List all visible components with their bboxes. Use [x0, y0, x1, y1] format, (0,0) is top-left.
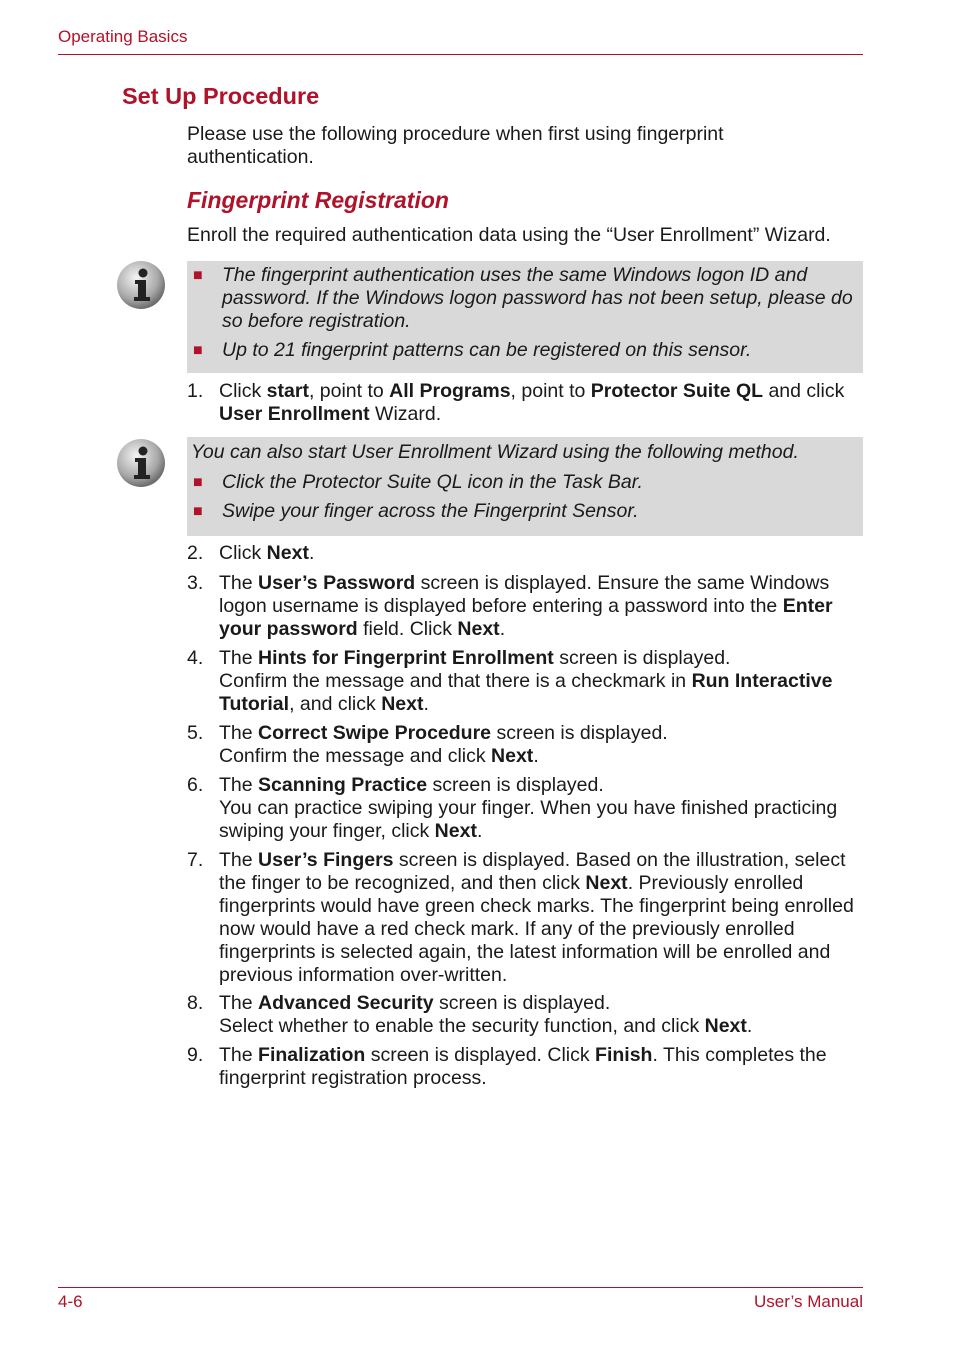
step-run: . This completes the fingerprint registration process.	[219, 1044, 827, 1089]
step-text	[219, 647, 865, 716]
step-run: You can practice swiping your finger. When you have finished practicing swiping your finger, click	[219, 797, 838, 842]
note-box-2: You can also start User Enrollment Wizard using the following method. ■ Click the Protector Suite QL icon in the Task Bar. ■ Swipe your finger across the Fingerprint Sensor.	[187, 437, 863, 536]
step-run: Click	[219, 380, 267, 402]
step-text	[219, 572, 865, 641]
footer-rule	[58, 1287, 863, 1288]
emphasis-text: Scanning Practice	[258, 774, 428, 796]
info-icon	[116, 438, 166, 488]
emphasis-text: User’s Password	[258, 572, 416, 594]
bullet-square-icon: ■	[193, 342, 203, 359]
emphasis-text: Finish	[595, 1044, 653, 1066]
emphasis-text: Next	[457, 618, 500, 640]
emphasis-text: start	[266, 380, 309, 402]
emphasis-text: Protector Suite QL	[590, 380, 764, 402]
step-run: , and click	[289, 693, 382, 715]
step-run: screen is displayed. Click	[365, 1044, 596, 1066]
step-run: , point to	[308, 380, 390, 402]
step-run: .	[423, 693, 429, 715]
page-number: 4-6	[58, 1292, 83, 1311]
step-text	[219, 774, 865, 843]
step-run: field. Click	[357, 618, 458, 640]
emphasis-text: User Enrollment	[219, 403, 370, 425]
step-run: screen is displayed. Ensure the same Windows logon username is displayed before entering a password into the	[219, 572, 830, 617]
step-run: .	[476, 820, 483, 842]
step-run: The	[219, 722, 259, 744]
emphasis-text: Correct Swipe Procedure	[258, 722, 492, 744]
step-run: and click	[763, 380, 845, 402]
step-run: screen is displayed. Based on the illustration, select the finger to be recognized, and then click	[219, 849, 846, 894]
bullet-square-icon: ■	[193, 503, 203, 520]
step-run: , point to	[510, 380, 591, 402]
emphasis-text: Advanced Security	[258, 992, 434, 1014]
note-box-1: ■ The fingerprint authentication uses the same Windows logon ID and password. If the Windows logon password has not been setup, please do so before registration. ■ Up to 21 fingerprint patterns can be registered on this sensor.	[187, 261, 863, 373]
step-run: The	[219, 647, 259, 669]
step-run: The	[219, 774, 259, 796]
step-text	[219, 849, 865, 987]
emphasis-text: Next	[704, 1015, 747, 1037]
step-run: The	[219, 572, 259, 594]
note-lead-text: You can also start User Enrollment Wizard using the following method.	[191, 441, 799, 463]
running-header: Operating Basics	[58, 27, 188, 46]
step-run: Wizard.	[369, 403, 442, 425]
step-text	[219, 380, 865, 426]
emphasis-text: Hints for Fingerprint Enrollment	[258, 647, 554, 669]
step-run: .	[499, 618, 506, 640]
header-rule	[58, 54, 863, 55]
emphasis-text: Finalization	[258, 1044, 366, 1066]
step-text	[219, 542, 865, 565]
emphasis-text: Next	[585, 872, 628, 894]
step-run: The	[219, 1044, 259, 1066]
emphasis-text: Enter your password	[219, 595, 833, 640]
step-run: screen is displayed.	[427, 774, 604, 796]
step-run: Click	[219, 542, 267, 564]
emphasis-text: Next	[491, 745, 534, 767]
step-number: 9.	[187, 1044, 204, 1066]
step-run: . Previously enrolled fingerprints would have green check marks. The fingerprint being enrolled now would have a red check mark. If any of the previously enrolled fingerprints is selected again, the latest information will be enrolled and previous information over-written.	[219, 872, 854, 986]
enroll-paragraph: Enroll the required authentication data using the “User Enrollment” Wizard.	[187, 224, 831, 246]
bullet-square-icon: ■	[193, 267, 203, 284]
bullet-square-icon: ■	[193, 474, 203, 491]
emphasis-text: Run Interactive Tutorial	[219, 670, 833, 715]
intro-paragraph: Please use the following procedure when first using fingerprint authentication.	[187, 123, 724, 168]
step-run: Select whether to enable the security function, and click	[219, 1015, 705, 1037]
step-number: 4.	[187, 647, 204, 669]
step-number: 3.	[187, 572, 204, 594]
step-number: 2.	[187, 542, 204, 564]
step-number: 8.	[187, 992, 204, 1014]
step-run: The	[219, 849, 259, 871]
step-run: .	[308, 542, 315, 564]
emphasis-text: Next	[381, 693, 424, 715]
step-run: .	[746, 1015, 753, 1037]
step-run: The	[219, 992, 259, 1014]
footer-title: User’s Manual	[754, 1292, 863, 1311]
emphasis-text: Next	[434, 820, 477, 842]
step-run: Confirm the message and click	[219, 745, 492, 767]
step-run: screen is displayed.	[553, 647, 731, 669]
step-text	[219, 992, 865, 1038]
step-run: screen is displayed.	[491, 722, 668, 744]
step-number: 5.	[187, 722, 204, 744]
step-number: 1.	[187, 380, 204, 402]
step-number: 6.	[187, 774, 204, 796]
step-text	[219, 1044, 865, 1090]
emphasis-text: Next	[266, 542, 309, 564]
subsection-heading: Fingerprint Registration	[187, 187, 449, 213]
emphasis-text: User’s Fingers	[258, 849, 394, 871]
step-number: 7.	[187, 849, 204, 871]
step-run: Confirm the message and that there is a checkmark in	[219, 670, 692, 692]
section-heading: Set Up Procedure	[122, 83, 320, 109]
step-text	[219, 722, 865, 768]
step-run: screen is displayed.	[433, 992, 611, 1014]
step-run: .	[533, 745, 539, 767]
info-icon	[116, 260, 166, 310]
emphasis-text: All Programs	[389, 380, 511, 402]
